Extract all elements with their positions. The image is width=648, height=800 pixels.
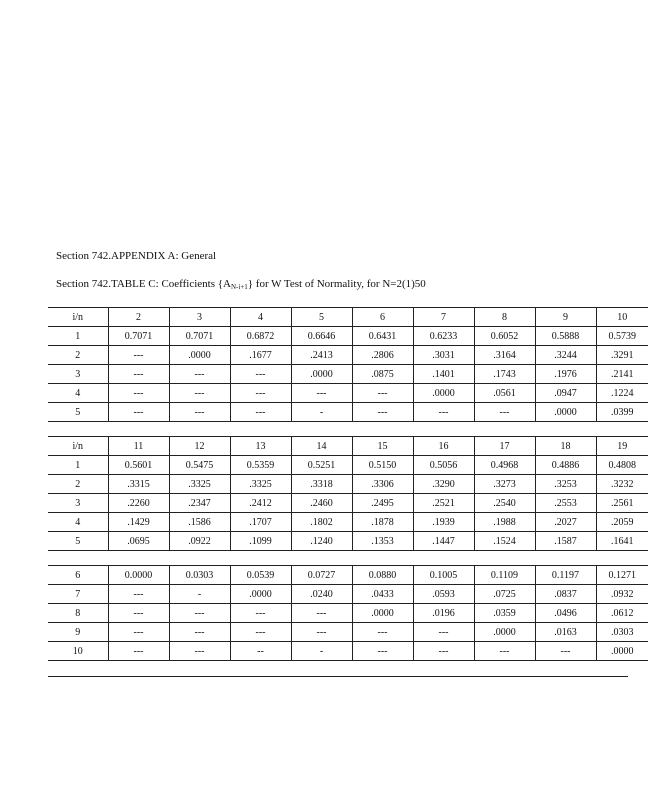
coefficient-cell: 16 [413,437,474,456]
coefficient-cell: 13 [230,437,291,456]
coefficient-cell: .2495 [352,494,413,513]
coefficient-cell: 2 [108,308,169,327]
coefficient-cell: .0000 [535,403,596,422]
coefficient-cell: .0000 [474,623,535,642]
coefficient-cell: --- [291,604,352,623]
coefficient-cell: .0399 [596,403,648,422]
coefficient-cell: .0359 [474,604,535,623]
coefficient-cell: .3253 [535,475,596,494]
row-index-cell: 7 [75,588,81,600]
coefficient-cell: 0.5150 [352,456,413,475]
table-row [48,513,648,532]
coefficient-cell: .3031 [413,346,474,365]
row-index-cell: 4 [75,387,81,399]
table-bottom-rule [48,676,628,677]
coefficient-cell: 0.1197 [535,566,596,585]
coefficient-cell: .3164 [474,346,535,365]
coefficient-cell: .2553 [535,494,596,513]
coefficient-cell: 9 [535,308,596,327]
coefficient-cell: --- [108,585,169,604]
coefficient-cell: 0.1005 [413,566,474,585]
table-row [48,365,648,384]
coefficient-cell: .2059 [596,513,648,532]
coefficient-cell: --- [108,403,169,422]
coefficient-cell: 0.5359 [230,456,291,475]
coefficient-cell: --- [291,384,352,403]
table-header-row [48,308,648,327]
table-row [48,494,648,513]
coefficient-cell: --- [352,623,413,642]
coefficient-cell: .0922 [169,532,230,551]
coefficient-cell: 19 [596,437,648,456]
coefficient-cell: .0000 [230,585,291,604]
coefficient-cell: .1939 [413,513,474,532]
spacer-row [48,551,648,566]
coefficient-cell: 12 [169,437,230,456]
coefficient-cell: --- [230,623,291,642]
coefficient-cell: 0.6431 [352,327,413,346]
coefficients-table-n11-19 [48,436,648,675]
coefficient-cell: .0496 [535,604,596,623]
coefficient-cell: --- [474,642,535,661]
coefficient-cell: .0433 [352,585,413,604]
coefficient-cell: --- [108,623,169,642]
coefficient-cell: 11 [108,437,169,456]
coefficient-cell: --- [352,384,413,403]
row-index-cell: 2 [75,349,81,361]
coefficient-cell: --- [230,384,291,403]
coefficient-cell: .0612 [596,604,648,623]
coefficient-cell: 0.4968 [474,456,535,475]
coefficient-cell: --- [413,403,474,422]
coefficient-cell: .3290 [413,475,474,494]
coefficient-cell: .0837 [535,585,596,604]
table-row [48,403,648,422]
coefficient-cell: .1240 [291,532,352,551]
table-row [48,532,648,551]
coefficient-cell: .2141 [596,365,648,384]
coefficient-cell: .3244 [535,346,596,365]
coefficient-cell: .0593 [413,585,474,604]
coefficient-cell: .2561 [596,494,648,513]
table-title-prefix: Section 742.TABLE C: Coefficients {A [56,278,231,290]
coefficient-cell: -- [230,642,291,661]
coefficient-cell: .2260 [108,494,169,513]
coefficient-cell: 0.1271 [596,566,648,585]
table-row [48,475,648,494]
table-row [48,327,648,346]
coefficient-cell: .2521 [413,494,474,513]
coefficient-cell: 8 [474,308,535,327]
coefficient-cell: .0947 [535,384,596,403]
spacer-cell [48,551,648,566]
coefficient-cell: 0.5056 [413,456,474,475]
coefficient-cell: .2460 [291,494,352,513]
coefficient-cell: 17 [474,437,535,456]
coefficient-cell: 0.0727 [291,566,352,585]
row-index-cell: 3 [75,368,81,380]
table-row [48,642,648,661]
coefficient-cell: --- [291,623,352,642]
coefficient-cell: - [169,585,230,604]
row-index-cell: 6 [75,569,81,581]
spacer-row [48,661,648,676]
row-index-cell: 4 [75,516,81,528]
coefficient-cell: 5 [291,308,352,327]
coefficient-cell: 0.1109 [474,566,535,585]
row-index-cell: 3 [75,497,81,509]
coefficient-cell: 0.6052 [474,327,535,346]
coefficient-cell: .1224 [596,384,648,403]
coefficient-cell: .3318 [291,475,352,494]
coefficient-cell: .3325 [230,475,291,494]
coefficient-cell: --- [230,365,291,384]
coefficient-cell: .0725 [474,585,535,604]
coefficient-cell: 0.0303 [169,566,230,585]
coefficient-cell: 0.6872 [230,327,291,346]
coefficient-cell: --- [169,623,230,642]
table-row [48,623,648,642]
coefficient-cell: 0.0000 [108,566,169,585]
coefficient-cell: 0.5475 [169,456,230,475]
coefficient-cell: .1677 [230,346,291,365]
coefficient-cell: --- [352,642,413,661]
row-index-cell: i/n [72,440,84,452]
coefficient-cell: --- [108,384,169,403]
coefficient-cell: .0000 [352,604,413,623]
coefficient-cell: .0303 [596,623,648,642]
coefficient-cell: .1401 [413,365,474,384]
coefficient-cell: 0.5888 [535,327,596,346]
coefficient-cell: --- [352,403,413,422]
coefficient-cell: 0.4886 [535,456,596,475]
coefficient-cell: .1976 [535,365,596,384]
coefficient-cell: 0.7071 [169,327,230,346]
coefficient-cell: .3306 [352,475,413,494]
coefficient-cell: 3 [169,308,230,327]
coefficient-cell: 0.5601 [108,456,169,475]
coefficient-cell: .2413 [291,346,352,365]
table-title [56,278,426,291]
row-index-cell: 1 [75,459,81,471]
coefficient-cell: .3273 [474,475,535,494]
row-index-cell: 8 [75,607,81,619]
coefficient-cell: .2347 [169,494,230,513]
coefficient-cell: .0875 [352,365,413,384]
coefficient-cell: .2540 [474,494,535,513]
row-index-cell: i/n [72,311,84,323]
coefficient-cell: 7 [413,308,474,327]
coefficient-cell: .2027 [535,513,596,532]
row-index-cell: 9 [75,626,81,638]
coefficient-cell: .1524 [474,532,535,551]
row-index-cell: 5 [75,535,81,547]
coefficient-cell: 15 [352,437,413,456]
coefficient-cell: .3232 [596,475,648,494]
table-row [48,456,648,475]
coefficient-cell: 0.0539 [230,566,291,585]
coefficient-cell: 0.6646 [291,327,352,346]
coefficient-cell: .1641 [596,532,648,551]
coefficient-cell: --- [169,403,230,422]
coefficient-cell: --- [108,642,169,661]
coefficient-cell: .3325 [169,475,230,494]
coefficient-cell: .0561 [474,384,535,403]
row-index-cell: 2 [75,478,81,490]
coefficient-cell: .0163 [535,623,596,642]
coefficient-cell: --- [169,642,230,661]
coefficient-cell: .1707 [230,513,291,532]
coefficient-cell: 0.7071 [108,327,169,346]
table-row [48,604,648,623]
coefficient-cell: - [291,403,352,422]
coefficient-cell: .0000 [413,384,474,403]
table-title-suffix: } for W Test of Normality, for N=2(1)50 [247,278,426,290]
table-title-subscript: N-i+1 [230,283,248,291]
coefficient-cell: .3291 [596,346,648,365]
table-header-row [48,437,648,456]
coefficient-cell: --- [108,604,169,623]
coefficient-cell: .1429 [108,513,169,532]
table-row [48,346,648,365]
coefficient-cell: .1586 [169,513,230,532]
coefficient-cell: 0.0880 [352,566,413,585]
row-index-cell: 10 [72,645,83,657]
coefficient-cell: 14 [291,437,352,456]
coefficient-cell: .3315 [108,475,169,494]
coefficient-cell: .0695 [108,532,169,551]
row-index-cell: 1 [75,330,81,342]
coefficient-cell: --- [169,384,230,403]
coefficient-cell: .2412 [230,494,291,513]
section-heading: Section 742.APPENDIX A: General [56,250,217,262]
coefficient-cell: --- [230,403,291,422]
coefficient-cell: .1743 [474,365,535,384]
coefficient-cell: .1447 [413,532,474,551]
coefficient-cell: .0000 [596,642,648,661]
coefficient-cell: .1802 [291,513,352,532]
coefficients-table-n2-10 [48,307,648,422]
coefficient-cell: 0.5739 [596,327,648,346]
coefficient-cell: --- [169,365,230,384]
coefficient-cell: .1988 [474,513,535,532]
coefficient-cell: .1099 [230,532,291,551]
coefficient-cell: .0000 [169,346,230,365]
coefficient-cell: 0.5251 [291,456,352,475]
coefficient-cell: .0932 [596,585,648,604]
coefficient-cell: .0240 [291,585,352,604]
coefficient-cell: --- [535,642,596,661]
table-row [48,585,648,604]
coefficient-cell: 0.4808 [596,456,648,475]
coefficient-cell: .1878 [352,513,413,532]
coefficient-cell: .2806 [352,346,413,365]
table-row [48,566,648,585]
coefficient-cell: 10 [596,308,648,327]
coefficient-cell: .1587 [535,532,596,551]
coefficient-cell: --- [413,623,474,642]
coefficient-cell: - [291,642,352,661]
coefficient-cell: .1353 [352,532,413,551]
table-row [48,384,648,403]
coefficient-cell: --- [230,604,291,623]
coefficient-cell: .0196 [413,604,474,623]
coefficient-cell: 0.6233 [413,327,474,346]
spacer-cell [48,661,648,676]
row-index-cell: 5 [75,406,81,418]
coefficient-cell: --- [108,365,169,384]
coefficient-cell: --- [413,642,474,661]
coefficient-cell: --- [108,346,169,365]
coefficient-cell: 18 [535,437,596,456]
coefficient-cell: 6 [352,308,413,327]
coefficient-cell: --- [474,403,535,422]
coefficient-cell: 4 [230,308,291,327]
coefficient-cell: .0000 [291,365,352,384]
coefficient-cell: --- [169,604,230,623]
